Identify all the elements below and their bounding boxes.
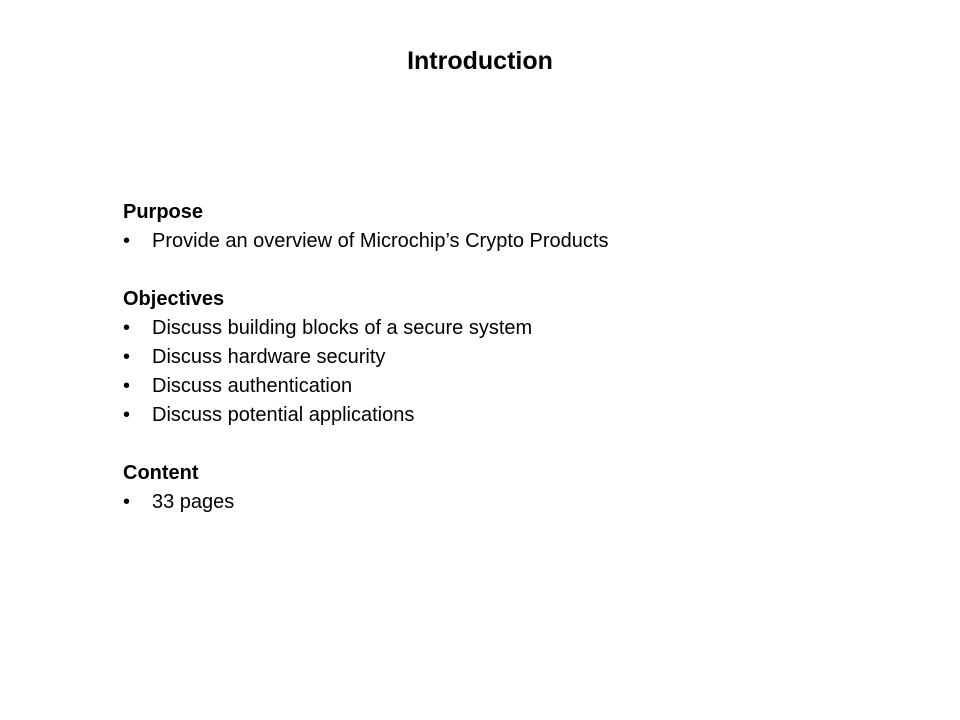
list-item-text: Discuss building blocks of a secure system	[152, 317, 533, 339]
section-objectives	[123, 285, 903, 430]
section-content	[123, 459, 903, 517]
list-item-text: Discuss authentication	[152, 375, 353, 397]
list-item	[123, 314, 903, 343]
list-item-text: 33 pages	[152, 491, 235, 513]
slide-body	[123, 198, 903, 546]
purpose-list	[123, 227, 903, 256]
section-heading-objectives: Objectives	[123, 288, 225, 310]
list-item	[123, 372, 903, 401]
list-item	[123, 227, 903, 256]
objectives-list	[123, 314, 903, 430]
list-item-text: Discuss hardware security	[152, 346, 386, 368]
bullet-icon: •	[123, 346, 131, 368]
list-item-text: Discuss potential applications	[152, 404, 415, 426]
bullet-icon: •	[123, 375, 131, 397]
content-list	[123, 488, 903, 517]
bullet-icon: •	[123, 230, 131, 252]
list-item	[123, 401, 903, 430]
bullet-icon: •	[123, 491, 131, 513]
bullet-icon: •	[123, 317, 131, 339]
list-item	[123, 343, 903, 372]
section-heading-purpose: Purpose	[123, 201, 204, 223]
list-item-text: Provide an overview of Microchip’s Crypto Products	[152, 230, 609, 252]
section-heading-content: Content	[123, 462, 199, 484]
slide-title: Introduction	[407, 47, 553, 75]
section-purpose	[123, 198, 903, 256]
list-item	[123, 488, 903, 517]
bullet-icon: •	[123, 404, 131, 426]
